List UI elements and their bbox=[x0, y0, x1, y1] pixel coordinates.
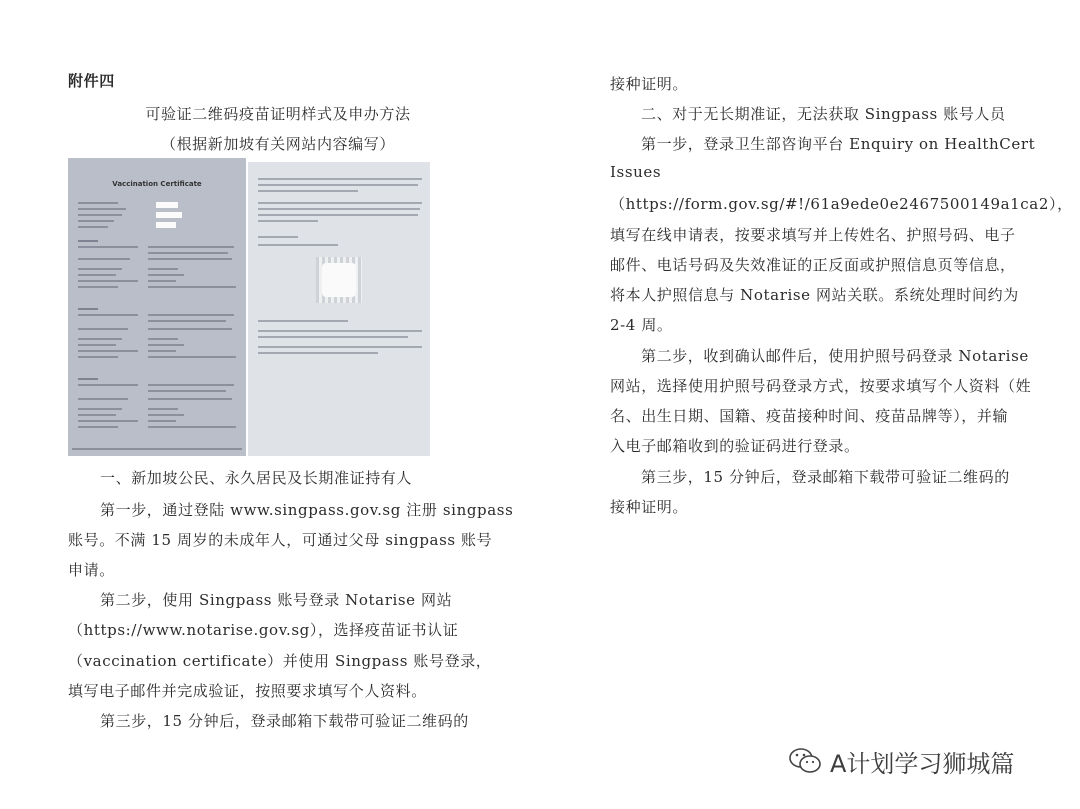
paragraph-line: 名、出生日期、国籍、疫苗接种时间、疫苗品牌等），并输 bbox=[610, 407, 1009, 425]
paragraph-line: （https://www.notarise.gov.sg），选择疫苗证书认证 bbox=[68, 621, 459, 639]
paragraph-line: 入电子邮箱收到的验证码进行登录。 bbox=[610, 437, 860, 455]
vaccination-certificate-image bbox=[68, 158, 430, 456]
paragraph-line: 第一步，登录卫生部咨询平台 Enquiry on HealthCert bbox=[641, 135, 1036, 153]
wechat-icon bbox=[788, 746, 822, 776]
paragraph-line: （vaccination certificate）并使用 Singpass 账号登录， bbox=[68, 652, 492, 670]
paragraph-line: 邮件、电话号码及失效准证的正反面或护照信息页等信息， bbox=[610, 256, 1016, 274]
section-1-heading: 一、新加坡公民、永久居民及长期准证持有人 bbox=[100, 469, 413, 487]
paragraph-line: Issues bbox=[610, 163, 662, 181]
attachment-label: 附件四 bbox=[68, 72, 115, 90]
paragraph-line: 第二步，使用 Singpass 账号登录 Notarise 网站 bbox=[100, 591, 453, 609]
paragraph-line: 将本人护照信息与 Notarise 网站关联。系统处理时间约为 bbox=[610, 286, 1019, 304]
paragraph-line: 账号。不满 15 周岁的未成年人，可通过父母 singpass 账号 bbox=[68, 531, 493, 549]
watermark bbox=[788, 744, 1014, 778]
certificate-back-page bbox=[248, 162, 430, 456]
certificate-title: Vaccination Certificate bbox=[112, 180, 202, 188]
certificate-front-page bbox=[68, 158, 246, 456]
paragraph-line: 第二步，收到确认邮件后，使用护照号码登录 Notarise bbox=[641, 347, 1029, 365]
qr-code-redaction bbox=[322, 263, 356, 297]
paragraph-line: 申请。 bbox=[68, 561, 115, 579]
section-2-heading: 二、对于无长期准证，无法获取 Singpass 账号人员 bbox=[641, 105, 1006, 123]
watermark-text: A计划学习狮城篇 bbox=[830, 749, 1015, 778]
paragraph-line: 填写电子邮件并完成验证，按照要求填写个人资料。 bbox=[68, 682, 427, 700]
paragraph-line: 第三步，15 分钟后，登录邮箱下载带可验证二维码的 bbox=[100, 712, 469, 730]
paragraph-line: 网站，选择使用护照号码登录方式，按要求填写个人资料（姓 bbox=[610, 377, 1032, 395]
paragraph-line: （https://form.gov.sg/#!/61a9ede0e2467500149a1ca2）， bbox=[610, 195, 1073, 213]
paragraph-line: 第三步，15 分钟后，登录邮箱下载带可验证二维码的 bbox=[641, 468, 1010, 486]
paragraph-line: 接种证明。 bbox=[610, 75, 689, 93]
document-subtitle: （根据新加坡有关网站内容编写） bbox=[160, 135, 395, 153]
document-title: 可验证二维码疫苗证明样式及申办方法 bbox=[145, 105, 411, 123]
paragraph-line: 填写在线申请表，按要求填写并上传姓名、护照号码、电子 bbox=[610, 226, 1016, 244]
paragraph-line: 第一步，通过登陆 www.singpass.gov.sg 注册 singpass bbox=[100, 501, 514, 519]
paragraph-line: 接种证明。 bbox=[610, 498, 689, 516]
paragraph-line: 2-4 周。 bbox=[610, 316, 673, 334]
